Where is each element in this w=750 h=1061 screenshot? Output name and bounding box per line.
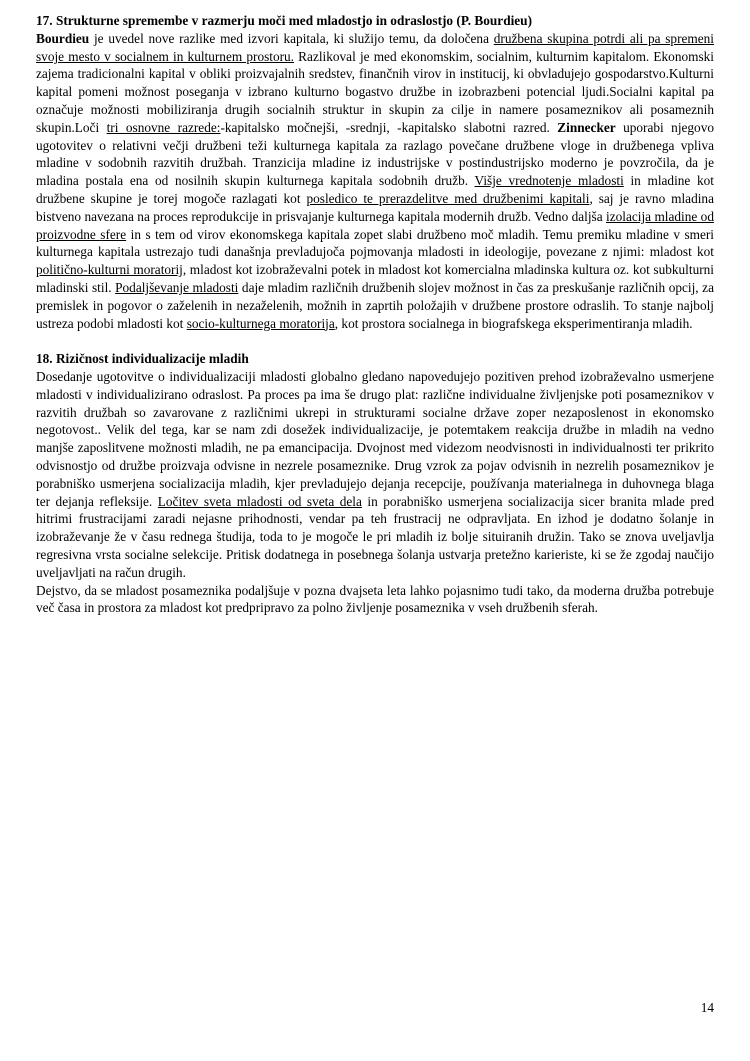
section-18-paragraph-1: Dosedanje ugotovitve o individualizaciji mladosti globalno gledano napovedujejo pozitiven prehod izobraževalno usmerjene mladosti v individualizirano odraslost. Pa proces pa ima še drugo plat: različne individualne življenjske poti posameznikov v razvitih družbah so zavarovane z različnimi ukrepi in strukturami socialne države zoper nezaposlenost in ekonomsko negotovost.. Velik del tega, kar se nam zdi dosežek individualizacije, je potemtakem reakcija družbe in mladih na vedno manjše zaposlitvene možnosti mladih, ne pa emancipacija. Dvojnost med videzom neodvisnosti in individualnosti ter prikrito odvisnostjo od družbe proizvaja odvisne in nezrele posameznike. Drug vzrok za pojav odvisnih in nezrelih posameznikov je porabniško usmerjena socializacija mladih, kjer prevladujejo dejanja recepcije, používanja materialnega in duhovnega blaga ter dejanja refleksije. Ločitev sveta mladosti od sveta dela in porabniško usmerjena socializacija sicer branita mlade pred hitrimi frustracijami zaradi nejasne prihodnosti, vendar pa teh frustracij ne odpravljata. En izhod je dodatno šolanje in izobraževanje že v času rednega študija, toda to je mogoče le pri mladih iz bolje situiranih družin. Tako se znova uveljavlja regresivna vrsta socialne selekcije. Pritisk dodatnega in posebnega šolanja ustvarja pretežno karieriste, ki se že zgodaj naučijo uveljavljati na račun drugih. — [36, 368, 714, 580]
section-gap — [36, 332, 714, 350]
document-page — [36, 12, 714, 617]
underlined-phrase: posledico te prerazdelitve med družbenimi kapitali — [306, 190, 590, 206]
underlined-phrase: izolacija mladine od proizvodne sfere — [36, 208, 714, 242]
section-17-paragraph: Bourdieu je uvedel nove razlike med izvori kapitala, ki služijo temu, da določena družbena skupina potrdi ali pa spremeni svoje mesto v socialnem in kulturnem prostoru. Razlikoval je med ekonomskim, socialnim, kulturnim kapitalom. Ekonomski zajema tradicionalni kapital v obliki proizvajalnih sredstev, finančnih virov in institucij, ki obvladujejo gospodarstvo.Kulturni kapital pomeni možnost poseganja v izbrano kulturno bogastvo družbe in izobrazbeni potencial ljudi.Socialni kapital pa označuje možnosti mobiliziranja drugih socialnih struktur in skupin za cilje in namere posameznikov ali posameznih skupin.Loči tri osnovne razrede:-kapitalsko močnejši, -srednji, -kapitalsko slabotni razred. Zinnecker uporabi njegovo ugotovitev o relativni večji družbeni teži kulturnega kapitala za razlago povečane družbene vloge in družbenega vpliva mladine v sodobnih razvitih družbah. Tranzicija mladine iz industrijske v postindustrijsko moderno je povzročila, da je mladina postala ena od nosilnih skupin kulturnega kapitala sodobnih družb. Višje vrednotenje mladosti in mladine kot družbene skupine je torej mogoče razlagati kot posledico te prerazdelitve med družbenimi kapitali, saj je ravno mladina bistveno navezana na proces reprodukcije in prisvajanje kulturnega kapitala modernih družb. Vedno daljša izolacija mladine od proizvodne sfere in s tem od virov ekonomskega kapitala zopet slabi družbeno moč mladih. Temu premiku mladine v smeri kulturnega kapitala ustrezajo tudi današnja prevladujoča pojmovanja mladosti in ideologije, povezane z njimi: mladost kot politično-kulturni moratorij, mladost kot izobraževalni potek in mladost kot komercialna mladinska kultura oz. kot subkulturni mladinski stil. Podaljševanje mladosti daje mladim različnih družbenih slojev možnost in čas za preskušanje različnih opcij, za premislek in pogovor o zaželenih in nezaželenih, možnih in zaprtih položajih v družbene prostore odraslih. To stanje najbolj ustreza podobi mladosti kot socio-kulturnega moratorija, kot prostora socialnega in biografskega eksperimentiranja mladih. — [36, 30, 715, 331]
section-17-heading: 17. Strukturne spremembe v razmerju moči med mladostjo in odraslostjo (P. Bourdieu) — [36, 13, 533, 28]
section-18-paragraph-2: Dejstvo, da se mladost posameznika podaljšuje v pozna dvajseta leta lahko pojasnimo tudi tako, da moderna družba potrebuje več časa in prostora za mladost kot predpripravo za polno življenje posameznika v vseh družbenih sferah. — [36, 582, 714, 616]
underlined-phrase: Višje vrednotenje mladosti — [474, 173, 624, 189]
underlined-phrase: tri osnovne razrede: — [106, 119, 221, 135]
underlined-phrase: Podaljševanje mladosti — [115, 279, 239, 295]
author-name-bourdieu: Bourdieu — [36, 30, 90, 46]
underlined-phrase: politično-kulturni moratorij — [36, 262, 183, 278]
underlined-phrase: Ločitev sveta mladosti od sveta dela — [157, 493, 362, 509]
section-18-heading: 18. Rizičnost individualizacije mladih — [36, 351, 249, 367]
author-name-zinnecker: Zinnecker — [557, 119, 616, 135]
underlined-phrase: družbena skupina potrdi ali pa spremeni svoje mesto v socialnem in kulturnem prostoru. — [36, 30, 714, 64]
page-number: 14 — [700, 1000, 714, 1015]
underlined-phrase: socio-kulturnega moratorija — [186, 315, 335, 331]
